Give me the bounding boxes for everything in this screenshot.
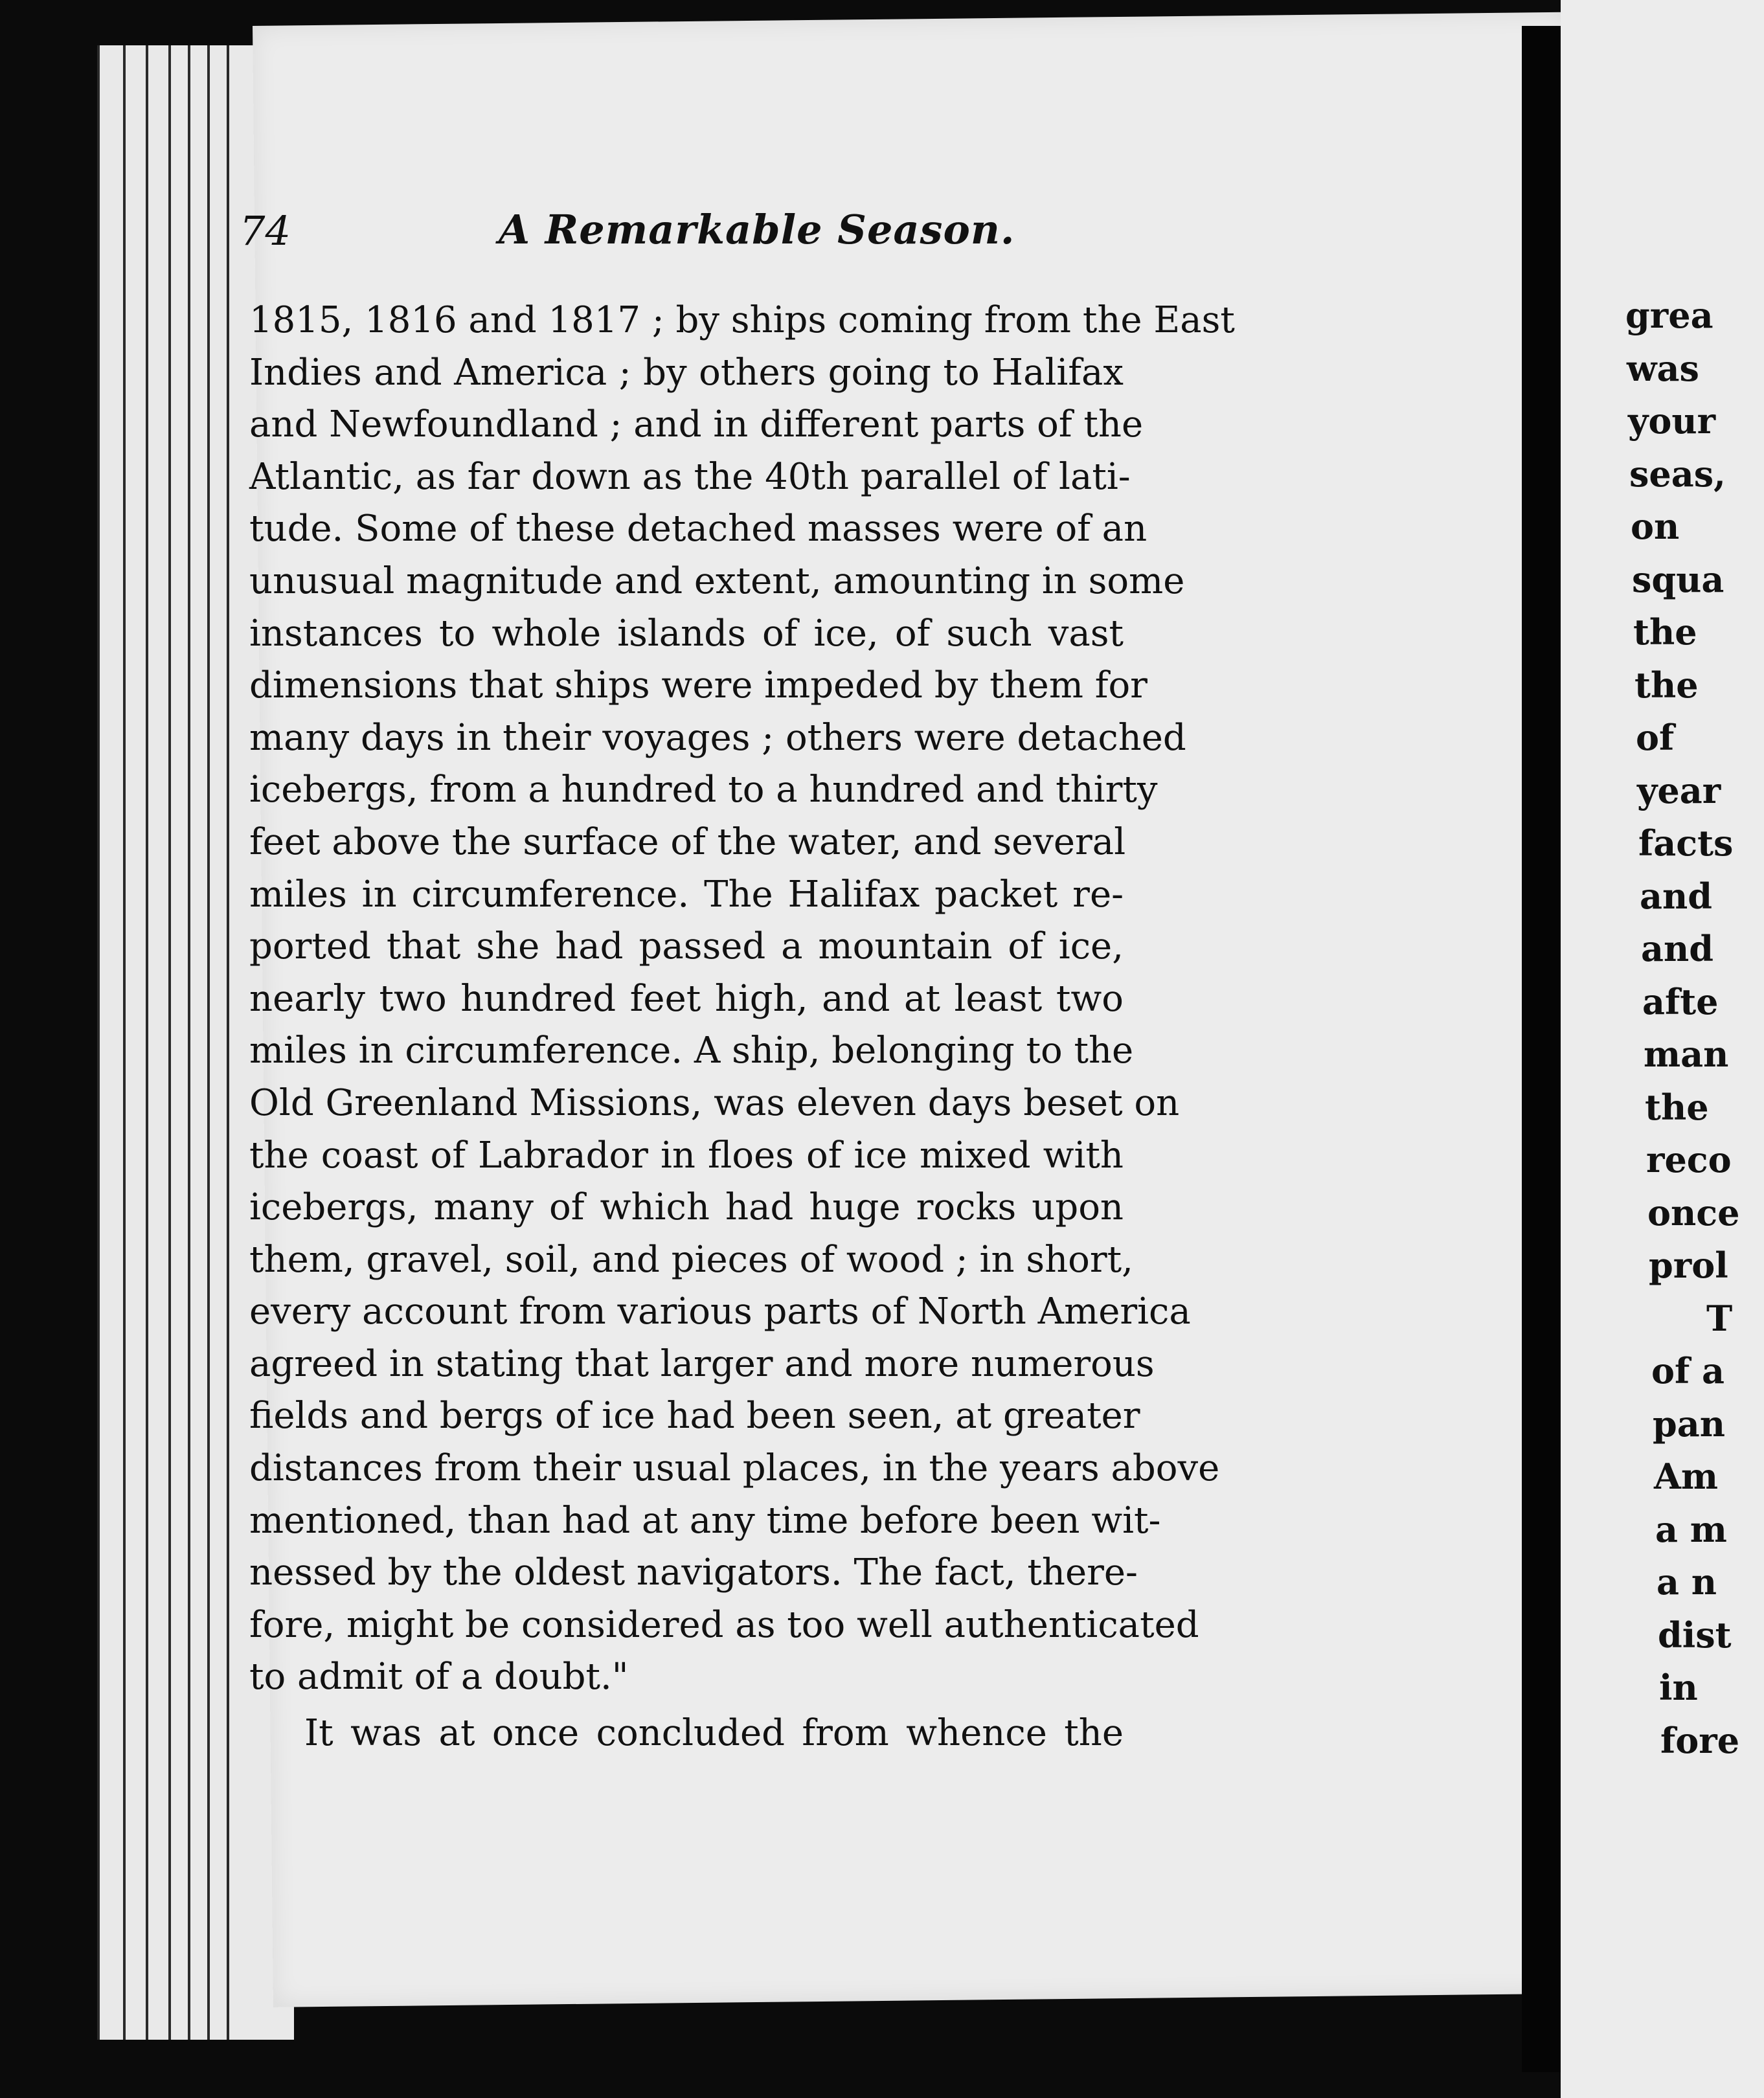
- right-page-fragment: a n: [1657, 1561, 1717, 1603]
- right-page-fragment: dist: [1658, 1614, 1732, 1656]
- right-page-fragment: squa: [1632, 558, 1724, 600]
- text-line: every account from various parts of North America: [249, 1291, 1191, 1333]
- right-page: [1561, 0, 1764, 2098]
- text-line: agreed in stating that larger and more numerous: [249, 1342, 1155, 1385]
- right-page-fragment: on: [1631, 506, 1680, 547]
- right-page-fragment: year: [1637, 769, 1721, 811]
- text-line: Atlantic, as far down as the 40th parallel of lati-: [249, 455, 1131, 498]
- right-page-fragment: in: [1659, 1667, 1698, 1708]
- text-line: fields and bergs of ice had been seen, at greater: [249, 1395, 1140, 1438]
- right-page-fragment: facts: [1638, 822, 1734, 864]
- right-page-fragment: was: [1627, 347, 1699, 389]
- page-number: 74: [240, 207, 291, 254]
- right-page-fragment: of a: [1651, 1350, 1725, 1392]
- right-page-fragment: your: [1628, 400, 1716, 442]
- text-line: to admit of a doubt.": [249, 1656, 629, 1698]
- text-line: tude. Some of these detached masses were of an: [249, 508, 1148, 550]
- text-line: them, gravel, soil, and pieces of wood ; in short,: [249, 1238, 1133, 1281]
- right-page-fragment: and: [1641, 928, 1714, 969]
- text-line: 1815, 1816 and 1817 ; by ships coming from the East: [249, 299, 1235, 341]
- right-page-fragment: Am: [1654, 1456, 1719, 1497]
- text-line: instances to whole islands of ice, of such vast: [249, 612, 1124, 655]
- text-line: fore, might be considered as too well authenticated: [249, 1603, 1199, 1646]
- right-page-fragment: fore: [1660, 1719, 1740, 1761]
- text-line: ported that she had passed a mountain of ice,: [249, 925, 1124, 968]
- text-line: nessed by the oldest navigators. The fact, there-: [249, 1551, 1138, 1594]
- text-line: feet above the surface of the water, and several: [249, 820, 1126, 863]
- right-page-fragment: seas,: [1629, 453, 1726, 495]
- right-page-fragment: pan: [1653, 1403, 1726, 1445]
- text-line: unusual magnitude and extent, amounting in some: [249, 559, 1185, 602]
- text-line: It was at once concluded from whence the: [304, 1712, 1124, 1755]
- text-line: Old Greenland Missions, was eleven days beset on: [249, 1081, 1180, 1124]
- text-line: icebergs, from a hundred to a hundred and thirty: [249, 769, 1158, 811]
- text-line: the coast of Labrador in floes of ice mixed with: [249, 1134, 1124, 1177]
- text-line: and Newfoundland ; and in different parts of the: [249, 403, 1144, 446]
- running-head: A Remarkable Season.: [499, 206, 1015, 253]
- text-line: icebergs, many of which had huge rocks upon: [249, 1186, 1124, 1229]
- right-page-fragment: afte: [1642, 980, 1719, 1022]
- right-page-fragment: man: [1644, 1033, 1729, 1075]
- right-page-fragment: the: [1633, 611, 1697, 653]
- right-page-fragment: prol: [1649, 1245, 1728, 1286]
- right-page-fragment: a m: [1655, 1508, 1727, 1550]
- right-page-fragment: the: [1645, 1086, 1709, 1128]
- text-line: miles in circumference. The Halifax packet re-: [249, 873, 1124, 916]
- right-page-fragment: grea: [1625, 295, 1713, 336]
- text-line: mentioned, than had at any time before been wit-: [249, 1499, 1161, 1542]
- body-text: [249, 295, 1235, 1760]
- text-line: distances from their usual places, in the years above: [249, 1447, 1220, 1490]
- text-line: Indies and America ; by others going to Halifax: [249, 351, 1124, 394]
- right-page-fragment: the: [1634, 664, 1699, 706]
- text-line: nearly two hundred feet high, and at least two: [249, 977, 1124, 1020]
- right-page-fragment: reco: [1646, 1139, 1732, 1180]
- right-page-fragment: of: [1636, 717, 1675, 758]
- right-page-fragment: and: [1640, 875, 1713, 917]
- text-line: miles in circumference. A ship, belonging to the: [249, 1030, 1134, 1072]
- right-page-fragment: once: [1647, 1191, 1740, 1234]
- text-line: many days in their voyages ; others were detached: [249, 716, 1186, 759]
- right-page-fragment: T: [1706, 1297, 1733, 1339]
- text-line: dimensions that ships were impeded by them for: [249, 664, 1148, 707]
